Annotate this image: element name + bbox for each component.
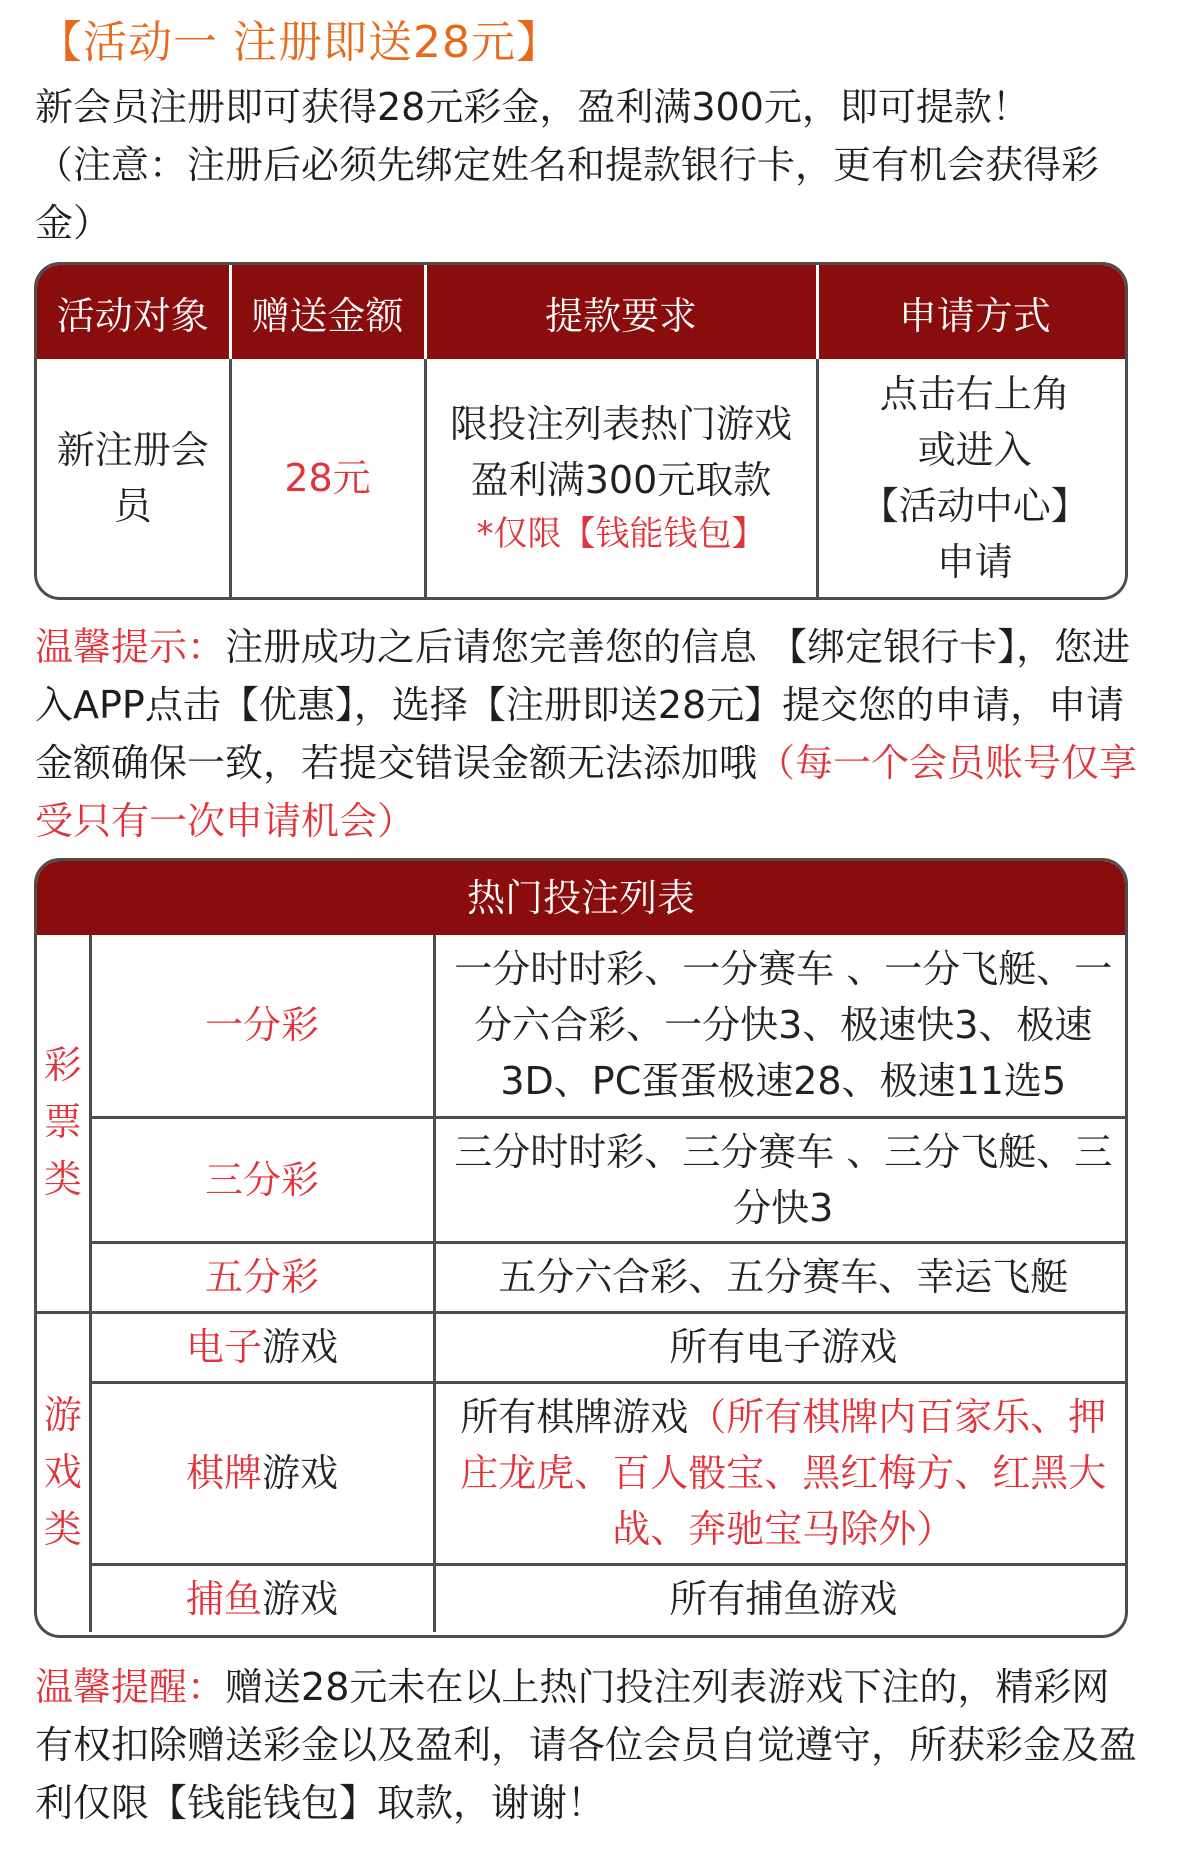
game-type-name-black: 游戏 — [262, 1576, 339, 1621]
target-value: 新注册会员 — [56, 428, 209, 528]
table-row — [37, 1117, 1128, 1242]
game-list-red-text: （所有棋牌内百家乐、押庄龙虎、百人骰宝、黑红梅方、红黑大战、奔驰宝马除外） — [460, 1395, 1107, 1551]
apply-line-2: 或进入 — [917, 428, 1032, 472]
game-type-name: 三分彩 — [204, 1157, 319, 1202]
game-type-name-black: 游戏 — [262, 1451, 339, 1495]
amount-cell — [230, 359, 425, 597]
requirement-cell — [425, 359, 817, 597]
amount-value: 28元 — [284, 456, 371, 500]
intro-line-1: 新会员注册即可获得28元彩金，盈利满300元，即可提款！ — [35, 85, 1030, 129]
hot-betting-header: 热门投注列表 — [37, 861, 1125, 935]
target-cell — [37, 359, 230, 597]
game-list-text: 所有棋牌游戏 — [460, 1395, 689, 1439]
game-type-name-red: 棋牌 — [185, 1451, 262, 1495]
tip-2 — [35, 1658, 1140, 1832]
game-type-name: 一分彩 — [204, 1003, 319, 1048]
tip-1 — [35, 618, 1140, 850]
apply-line-4: 申请 — [936, 540, 1013, 584]
game-type-name-black: 游戏 — [262, 1325, 339, 1369]
game-list-cell: 一分时时彩、一分赛车 、一分飞艇、一分六合彩、一分快3、极速快3、极速3D、PC蛋蛋极速28、极速11选5 — [434, 935, 1128, 1117]
game-list-cell: 三分时时彩、三分赛车 、三分飞艇、三分快3 — [434, 1117, 1128, 1242]
table-row — [37, 1312, 1128, 1382]
apply-method-cell — [817, 359, 1128, 597]
header-apply-method: 申请方式 — [817, 265, 1128, 359]
game-type-cell — [90, 935, 434, 1117]
table-row — [37, 1564, 1128, 1632]
game-list-text: 所有捕鱼游戏 — [669, 1576, 898, 1621]
category-lottery: 彩票类 — [37, 935, 90, 1312]
header-requirement: 提款要求 — [425, 265, 817, 359]
tip-1-red-text: （每一个会员账号仅享受只有一次申请机会） — [35, 741, 1138, 843]
table-row — [37, 1382, 1128, 1564]
game-type-cell — [90, 1564, 434, 1632]
tip-1-text: 注册成功之后请您完善您的信息 【绑定银行卡】，您进入APP点击【优惠】，选择【注册即送28元】提交您的申请，申请金额确保一致，若提交错误金额无法添加哦 — [35, 625, 1131, 785]
game-type-name-red: 电子 — [185, 1325, 262, 1369]
game-type-cell — [90, 1312, 434, 1382]
game-type-cell — [90, 1117, 434, 1242]
table-row — [37, 935, 1128, 1117]
game-list-text: 所有电子游戏 — [669, 1325, 898, 1369]
requirement-line-2: 盈利满300元取款 — [470, 458, 772, 502]
apply-line-1: 点击右上角 — [879, 372, 1070, 416]
intro-text — [35, 78, 1140, 252]
tip-2-text: 赠送28元未在以上热门投注列表游戏下注的，精彩网有权扣除赠送彩金以及盈利，请各位会员自觉遵守，所获彩金及盈利仅限【钱能钱包】取款，谢谢！ — [35, 1665, 1138, 1825]
table-row — [37, 1242, 1128, 1312]
game-type-name: 五分彩 — [204, 1255, 319, 1299]
category-games: 游戏类 — [37, 1312, 90, 1632]
header-amount: 赠送金额 — [230, 265, 425, 359]
activity-title: 【活动一 注册即送28元】 — [38, 17, 561, 68]
apply-line-3: 【活动中心】 — [860, 484, 1089, 528]
requirement-line-1: 限投注列表热门游戏 — [449, 402, 792, 446]
game-type-name-red: 捕鱼 — [185, 1576, 262, 1621]
game-list-cell — [434, 1312, 1128, 1382]
tip-2-label: 温馨提醒： — [35, 1665, 226, 1709]
game-list-cell: 五分六合彩、五分赛车、幸运飞艇 — [434, 1242, 1128, 1312]
game-list-cell — [434, 1382, 1128, 1564]
game-type-cell — [90, 1382, 434, 1564]
tip-1-label: 温馨提示： — [35, 625, 226, 669]
header-target: 活动对象 — [37, 265, 230, 359]
requirement-note: *仅限【钱能钱包】 — [476, 514, 766, 554]
game-list-cell — [434, 1564, 1128, 1632]
hot-betting-table — [34, 858, 1128, 1638]
activity-detail-table — [34, 262, 1128, 600]
intro-line-2: （注意：注册后必须先绑定姓名和提款银行卡，更有机会获得彩金） — [35, 143, 1100, 245]
game-type-cell — [90, 1242, 434, 1312]
